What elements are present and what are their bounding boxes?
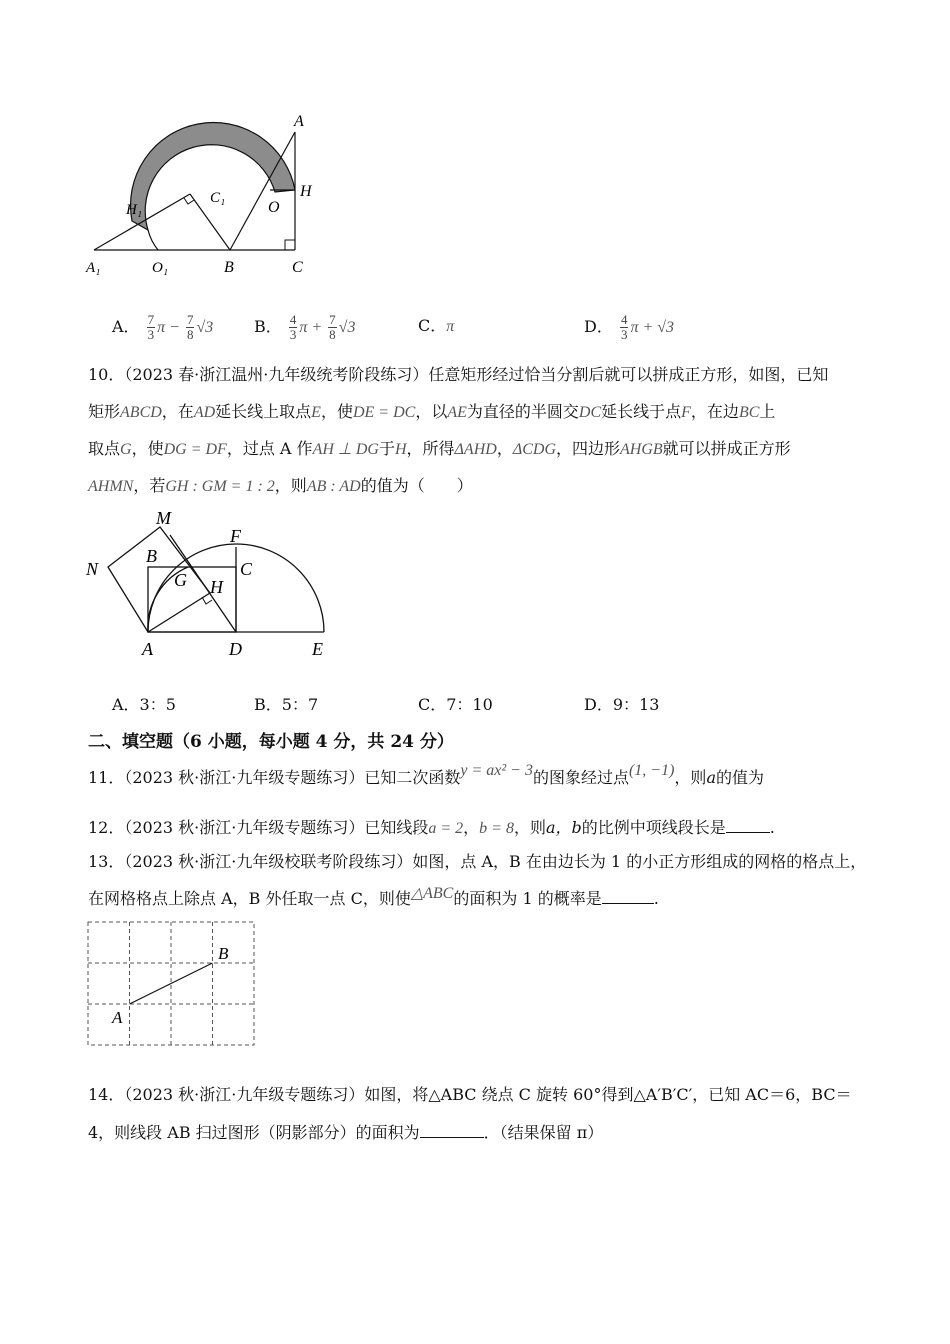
- q12-line: 12．（2023 秋·浙江·九年级专题练习）已知线段a = 2，b = 8，则a，b的比例中项线段长是 .: [88, 818, 775, 837]
- q10-label-M: M: [156, 508, 171, 528]
- q10-line-4: AHMN，若GH : GM = 1 : 2，则AB : AD的值为（ ）: [88, 476, 473, 495]
- q9-inner-arc: [148, 230, 158, 250]
- q9-label-B: B: [224, 259, 234, 276]
- q9-label-A: A: [294, 113, 304, 130]
- q9-label-C1: C₁: [210, 190, 226, 206]
- q10-label-C: C: [240, 559, 253, 579]
- q10-option-c[interactable]: C．7：10: [418, 695, 493, 714]
- q9-label-H1: H₁: [126, 202, 143, 218]
- q10-option-d[interactable]: D．9：13: [584, 695, 660, 714]
- q10-label-F: F: [230, 526, 241, 546]
- q9-label-C: C: [292, 259, 303, 276]
- q10-label-H: H: [210, 577, 223, 597]
- q10-figure: [80, 505, 340, 665]
- q10-label-N: N: [86, 559, 99, 579]
- fraction: $\frac{4}{3}$: [289, 312, 297, 342]
- q14-line-2: 4，则线段 AB 扫过图形（阴影部分）的面积为 ．（结果保留 π）: [88, 1123, 604, 1142]
- q13-label-A: A: [112, 1008, 123, 1027]
- q9-figure: [80, 110, 340, 280]
- q10-label-B: B: [146, 546, 157, 566]
- q10-label-A: A: [142, 639, 153, 659]
- q14-answer-blank[interactable]: [420, 1121, 484, 1138]
- q10-line-2: 矩形ABCD，在AD延长线上取点E，使DE = DC，以AE为直径的半圆交DC延长线于点F，在边BC上: [88, 402, 776, 421]
- q9-option-d[interactable]: D． $\frac{4}{3}$ π + √3: [584, 312, 675, 342]
- q9-label-H: H: [300, 183, 312, 200]
- q9-label-O: O: [268, 199, 280, 216]
- fraction: $\frac{7}{8}$: [329, 312, 336, 342]
- q9-option-a[interactable]: A． $\frac{7}{3}$ π − $\frac{7}{8}$ √3: [112, 312, 214, 342]
- q13-line-2: 在网格格点上除点 A，B 外任取一点 C，则使△ABC的面积为 1 的概率是 .: [88, 885, 659, 908]
- q9-option-b[interactable]: B． $\frac{4}{3}$ π + $\frac{7}{8}$ √3: [254, 312, 356, 342]
- q10-option-a[interactable]: A．3：5: [112, 695, 176, 714]
- q10-line-3: 取点G，使DG = DF，过点 A 作AH ⊥ DG于H，所得ΔAHD，ΔCDG，四边形AHGB就可以拼成正方形: [88, 439, 791, 458]
- fraction: $\frac{7}{3}$: [147, 312, 155, 342]
- q9-option-c[interactable]: C．π: [418, 316, 455, 335]
- q13-label-B: B: [218, 944, 229, 963]
- q13-line-1: 13．（2023 秋·浙江·九年级校联考阶段练习）如图，点 A，B 在由边长为 1 的小正方形组成的网格的格点上，: [88, 852, 867, 871]
- q12-answer-blank[interactable]: [726, 816, 770, 833]
- q9-label-A1: A₁: [86, 260, 101, 276]
- q10-label-E: E: [312, 639, 323, 659]
- q13-grid-figure: [80, 915, 270, 1050]
- fraction: $\frac{4}{3}$: [620, 312, 628, 342]
- q10-option-b[interactable]: B．5：7: [254, 695, 319, 714]
- q10-line-1: 10．（2023 春·浙江温州·九年级统考阶段练习）任意矩形经过恰当分割后就可以拼成正方形，如图，已知: [88, 365, 829, 384]
- q11-line: 11．（2023 秋·浙江·九年级专题练习）已知二次函数y = ax² − 3的图象经过点(1, −1)，则a的值为: [88, 762, 764, 787]
- q13-answer-blank[interactable]: [602, 887, 654, 904]
- q10-label-G: G: [174, 570, 187, 590]
- section-2-title: 二、填空题（6 小题，每小题 4 分，共 24 分）: [88, 732, 454, 752]
- fraction: $\frac{7}{8}$: [186, 312, 194, 342]
- q9-label-O1: O₁: [152, 260, 169, 276]
- q10-label-D: D: [229, 639, 242, 659]
- q14-line-1: 14．（2023 秋·浙江·九年级专题练习）如图，将△ABC 绕点 C 旋转 60°得到△A′B′C′，已知 AC＝6，BC＝: [88, 1085, 852, 1104]
- q13-segment-ab: [130, 963, 213, 1004]
